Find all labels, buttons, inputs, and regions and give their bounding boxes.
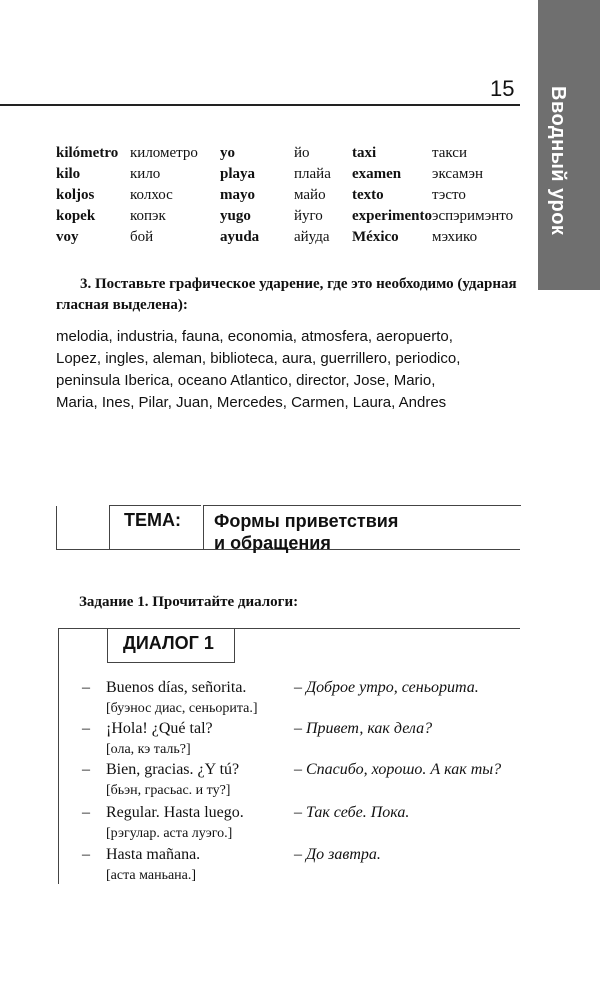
word-ru: эспэримэнто [432, 208, 514, 224]
word-ru: колхос [130, 187, 173, 203]
word-es: playa [220, 166, 256, 182]
dialog-transcription: [ола, кэ таль?] [106, 742, 191, 757]
dialog-transcription: [буэнос диас, сеньорита.] [106, 701, 258, 716]
exercise-number: 3. [80, 276, 92, 292]
word-ru: бой [130, 229, 154, 245]
exercise-line: Lopez, ingles, aleman, biblioteca, aura, guerrillero, periodico, [56, 350, 461, 367]
exercise-line: melodia, industria, fauna, economia, atmosfera, aeropuerto, [56, 328, 453, 345]
dialog-dash: – [82, 846, 90, 863]
dialog-spanish: ¡Hola! ¿Qué tal? [106, 720, 213, 737]
exercise-3-words [56, 326, 526, 414]
word-ru: айуда [294, 229, 330, 245]
word-ru: кило [130, 166, 161, 182]
word-ru: копэк [130, 208, 166, 224]
dialog-spanish: Buenos días, señorita. [106, 679, 247, 696]
word-es: kilómetro [56, 145, 119, 161]
dialog-dash: – [82, 720, 90, 737]
dialog-russian: – Спасибо, хорошо. А как ты? [294, 761, 502, 778]
dialog-transcription: [аста маньана.] [106, 868, 197, 883]
side-tab-label: Вводный урок [547, 86, 569, 236]
word-ru: эксамэн [432, 166, 483, 182]
header-rule [0, 104, 520, 106]
dialog-transcription: [бьэн, грасьас. и ту?] [106, 783, 231, 798]
word-ru: плайа [294, 166, 331, 182]
word-es: kopek [56, 208, 96, 224]
page-number: 15 [490, 76, 515, 101]
word-es: koljos [56, 187, 95, 203]
word-es: kilo [56, 166, 81, 182]
task-1-heading: Задание 1. Прочитайте диалоги: [79, 594, 299, 610]
topic-title [214, 510, 398, 554]
word-es: yugo [220, 208, 251, 224]
word-ru: йо [294, 145, 310, 161]
dialog-dash: – [82, 761, 90, 778]
word-es: yo [220, 145, 235, 161]
topic-title-line: Формы приветствия [214, 511, 399, 531]
word-ru: километро [130, 145, 198, 161]
word-ru: мэхико [432, 229, 478, 245]
dialog-dash: – [82, 679, 90, 696]
word-es: voy [56, 229, 79, 245]
dialog-frame-left [58, 628, 59, 884]
dialog-title: ДИАЛОГ 1 [123, 633, 214, 653]
word-es: taxi [352, 145, 377, 161]
dialog-spanish: Bien, gracias. ¿Y tú? [106, 761, 240, 778]
word-es: examen [352, 166, 402, 182]
exercise-instruction: Поставьте графическое ударение, где это необходимо (ударная гласная выделена): [56, 276, 517, 313]
word-es: ayuda [220, 229, 260, 245]
topic-title-line: и обращения [214, 533, 331, 553]
exercise-3-heading [56, 274, 526, 316]
dialog-russian: – Так себе. Пока. [294, 804, 410, 821]
dialog-russian: – До завтра. [294, 846, 381, 863]
topic-label: ТЕМА: [124, 510, 181, 530]
dialog-russian: – Привет, как дела? [294, 720, 433, 737]
word-ru: йуго [294, 208, 323, 224]
word-ru: майо [294, 187, 326, 203]
word-es: México [352, 229, 399, 245]
word-ru: тэсто [432, 187, 466, 203]
dialog-dash: – [82, 804, 90, 821]
side-tab [538, 0, 600, 290]
word-es: experimento [352, 208, 432, 224]
word-es: texto [352, 187, 384, 203]
dialog-transcription: [рэгулар. аста луэго.] [106, 826, 233, 841]
word-es: mayo [220, 187, 255, 203]
exercise-line: Maria, Ines, Pilar, Juan, Mercedes, Carmen, Laura, Andres [56, 394, 447, 411]
word-ru: такси [432, 145, 467, 161]
exercise-line: peninsula Iberica, oceano Atlantico, director, Jose, Mario, [56, 372, 436, 389]
dialog-spanish: Hasta mañana. [106, 846, 201, 863]
topic-frame-left [56, 506, 57, 550]
dialog-spanish: Regular. Hasta luego. [106, 804, 244, 821]
dialog-russian: – Доброе утро, сеньорита. [294, 679, 479, 696]
